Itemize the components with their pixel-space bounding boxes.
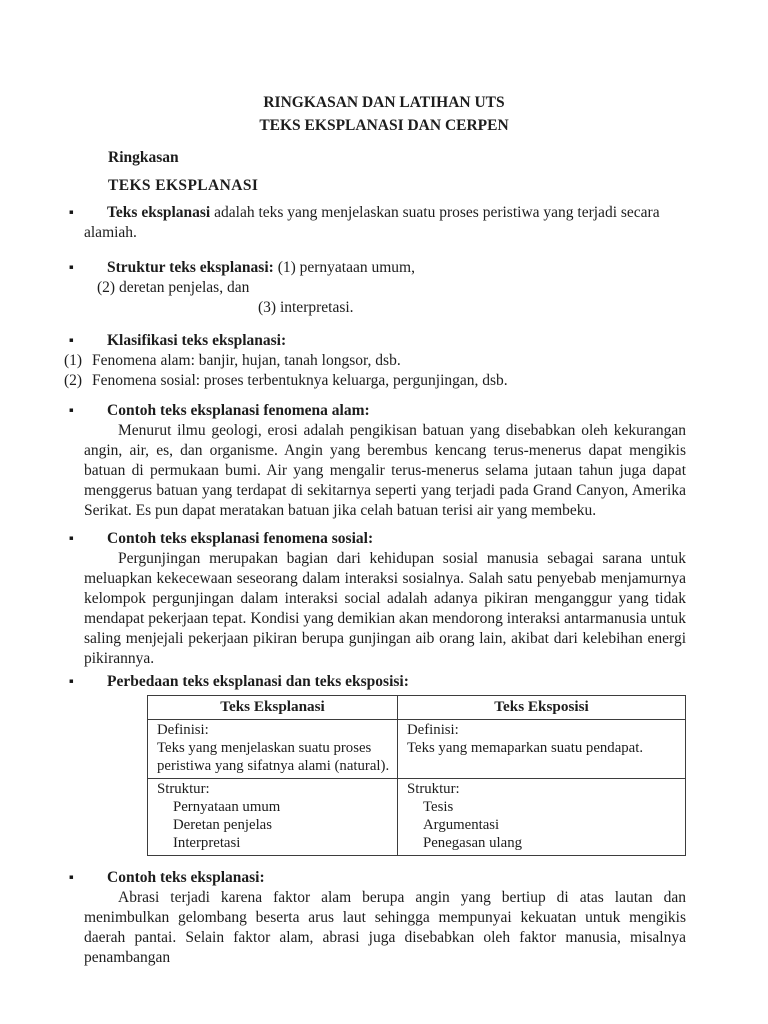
contoh-alam-heading: Contoh teks eksplanasi fenomena alam: [107, 402, 370, 419]
bullet-item-klasifikasi [69, 331, 686, 351]
document-title [82, 91, 686, 137]
table-header-eksplanasi: Teks Eksplanasi [148, 696, 398, 720]
heading-teks-eksplanasi: TEKS EKSPLANASI [108, 177, 259, 194]
bullet-item-perbedaan [69, 672, 686, 856]
heading-ringkasan: Ringkasan [108, 149, 179, 166]
list-item-text: Fenomena alam: banjir, hujan, tanah longsor, dsb. [92, 352, 401, 369]
bullet-item-struktur [69, 258, 686, 318]
list-item-number: (2) [64, 372, 83, 389]
contoh-alam-paragraph: Menurut ilmu geologi, erosi adalah pengikisan batuan yang disebabkan oleh kekurangan angin, air, es, dan organisme. Angin yang berembus kencang terus-menerus dapat mengikis batuan di permukaan bumi. Air yang mengalir terus-menerus selama jutaan tahun juga dapat menggerus batuan yang terdapat di sekitarnya seperti yang terjadi pada Grand Canyon, Amerika Serikat. Es pun dapat meratakan batuan jika celah batuan terisi air yang membeku. [84, 422, 686, 519]
bullet-marker-icon: ▪ [69, 873, 74, 881]
table-header-row [148, 696, 686, 720]
definisi-text [84, 203, 686, 243]
list-item-number: (1) [64, 352, 83, 369]
bullet-marker-icon: ▪ [69, 406, 74, 414]
contoh-akhir-heading: Contoh teks eksplanasi: [107, 869, 265, 886]
struktur-line1 [84, 258, 686, 278]
cell-item: Deretan penjelas [173, 817, 273, 833]
cell-eksposisi-definisi [398, 720, 686, 779]
bullet-item-contoh-akhir [69, 868, 686, 968]
bullet-marker-icon: ▪ [69, 263, 74, 271]
comparison-table [147, 695, 686, 856]
bullet-item-definisi [69, 203, 686, 243]
cell-label: Struktur: [157, 781, 210, 797]
bullet-marker-icon: ▪ [69, 677, 74, 685]
klasifikasi-heading: Klasifikasi teks eksplanasi: [107, 332, 287, 349]
document-title-line2: TEKS EKSPLANASI DAN CERPEN [259, 117, 509, 134]
bullet-marker-icon: ▪ [69, 336, 74, 344]
cell-eksplanasi-struktur [148, 779, 398, 856]
contoh-sosial-heading: Contoh teks eksplanasi fenomena sosial: [107, 530, 374, 547]
cell-item: Argumentasi [423, 817, 500, 833]
klasifikasi-list [64, 351, 686, 391]
struktur-line3: (3) interpretasi. [258, 299, 354, 316]
cell-label: Definisi: [157, 722, 209, 738]
cell-item: Pernyataan umum [173, 799, 281, 815]
bullet-item-contoh-alam [69, 401, 686, 521]
cell-text: Teks yang memaparkan suatu pendapat. [407, 740, 644, 756]
struktur-line2: (2) deretan penjelas, dan [97, 279, 250, 296]
cell-item: Penegasan ulang [423, 835, 523, 851]
cell-item: Interpretasi [173, 835, 241, 851]
document-content [64, 91, 686, 968]
table-row-definisi [148, 720, 686, 779]
contoh-akhir-paragraph: Abrasi terjadi karena faktor alam berupa angin yang bertiup di atas lautan dan menimbulkan gelombang beserta arus laut sehingga mempunyai kekuatan untuk mengikis daerah pantai. Selain faktor alam, abrasi juga disebabkan oleh faktor manusia, misalnya penambangan [84, 889, 686, 966]
cell-item: Tesis [423, 799, 454, 815]
cell-eksposisi-struktur [398, 779, 686, 856]
bullet-marker-icon: ▪ [69, 208, 74, 216]
cell-eksplanasi-definisi [148, 720, 398, 779]
struktur-rest: (1) pernyataan umum, [273, 259, 415, 276]
list-item-fenomena-sosial [64, 371, 686, 391]
document-title-line1: RINGKASAN DAN LATIHAN UTS [263, 94, 505, 111]
table-row-struktur [148, 779, 686, 856]
cell-label: Struktur: [407, 781, 460, 797]
cell-label: Definisi: [407, 722, 459, 738]
definisi-rest: adalah teks yang menjelaskan suatu proses peristiwa yang terjadi secara alamiah. [84, 204, 660, 241]
contoh-sosial-paragraph: Pergunjingan merupakan bagian dari kehidupan sosial manusia sebagai sarana untuk meluapkan kekecewaan seseorang dalam interaksi sosialnya. Salah satu penyebab menjamurnya kelompok pergunjingan dalam interaksi social adalah adanya pikiran menganggur yang tidak mendapat pekerjaan tepat. Kondisi yang demikian akan mendorong interaksi antarmanusia untuk saling menjejali pekerjaan pikiran berupa gunjingan aib orang lain, akibat dari kelebihan energi pikirannya. [84, 550, 686, 667]
perbedaan-heading: Perbedaan teks eksplanasi dan teks eksposisi: [107, 673, 409, 690]
table-header-eksposisi: Teks Eksposisi [398, 696, 686, 720]
bullet-item-contoh-sosial [69, 529, 686, 669]
list-item-fenomena-alam [64, 351, 686, 371]
list-item-text: Fenomena sosial: proses terbentuknya keluarga, pergunjingan, dsb. [92, 372, 508, 389]
struktur-lead: Struktur teks eksplanasi: [107, 259, 274, 276]
cell-text: Teks yang menjelaskan suatu proses peristiwa yang sifatnya alami (natural). [157, 740, 390, 774]
definisi-lead: Teks eksplanasi [107, 204, 211, 221]
bullet-marker-icon: ▪ [69, 534, 74, 542]
